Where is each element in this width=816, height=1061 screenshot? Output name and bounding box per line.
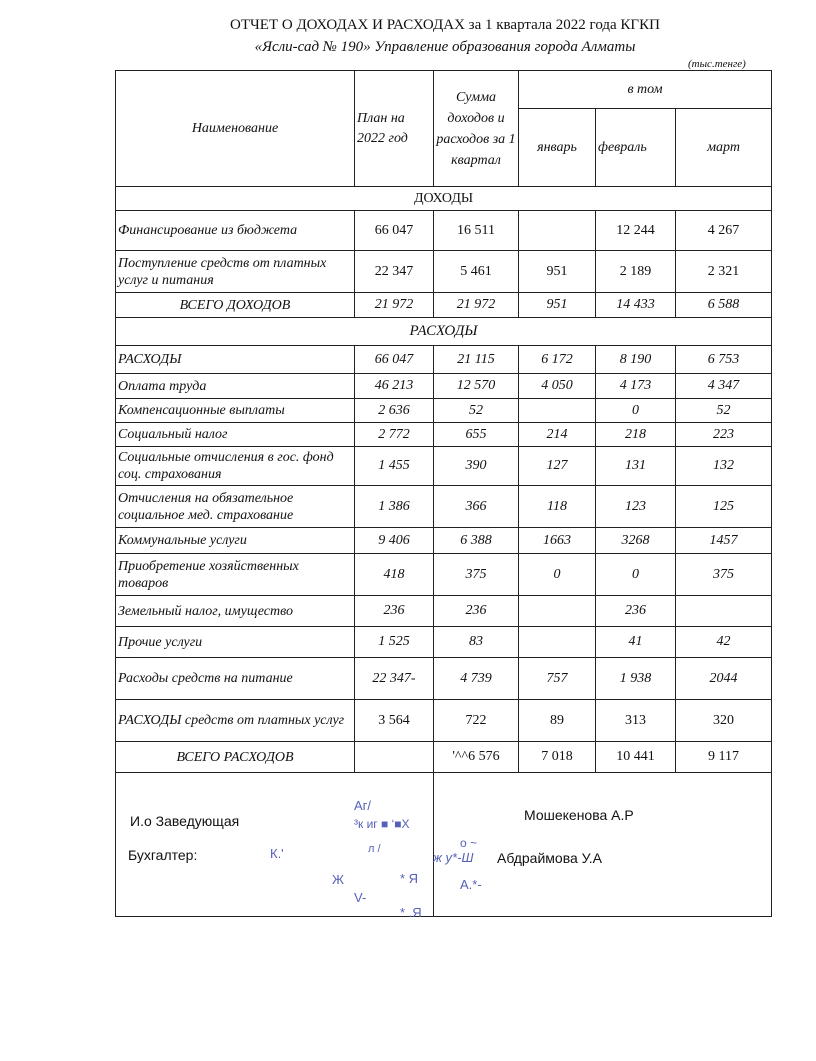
cell-sum: 375 bbox=[434, 554, 519, 596]
table-row bbox=[116, 596, 772, 627]
col-including-header: в том bbox=[519, 71, 772, 109]
cell-feb: 14 433 bbox=[596, 293, 676, 318]
cell-feb: 236 bbox=[596, 596, 676, 627]
cell-name: Коммунальные услуги bbox=[116, 528, 355, 554]
cell-jan: 127 bbox=[519, 447, 596, 486]
table-row bbox=[116, 554, 772, 596]
cell-feb: 41 bbox=[596, 627, 676, 658]
cell-jan: 757 bbox=[519, 658, 596, 700]
cell-name: Оплата труда bbox=[116, 374, 355, 399]
cell-jan bbox=[519, 399, 596, 423]
table-row bbox=[116, 346, 772, 374]
income-rows bbox=[116, 211, 772, 318]
cell-plan: 3 564 bbox=[355, 700, 434, 742]
signature-cell-right bbox=[434, 773, 772, 917]
cell-name: Отчисления на обязательное социальное мед. страхование bbox=[116, 486, 355, 528]
cell-plan: 66 047 bbox=[355, 211, 434, 251]
cell-mar: 6 753 bbox=[676, 346, 772, 374]
cell-plan bbox=[355, 742, 434, 773]
cell-jan: 6 172 bbox=[519, 346, 596, 374]
cell-jan: 1663 bbox=[519, 528, 596, 554]
cell-name: ВСЕГО ДОХОДОВ bbox=[116, 293, 355, 318]
cell-name: ВСЕГО РАСХОДОВ bbox=[116, 742, 355, 773]
cell-plan: 22 347 bbox=[355, 251, 434, 293]
cell-mar: 320 bbox=[676, 700, 772, 742]
cell-jan bbox=[519, 627, 596, 658]
cell-feb: 0 bbox=[596, 399, 676, 423]
cell-mar: 4 267 bbox=[676, 211, 772, 251]
title-line-2: «Ясли-сад № 190» Управление образования города Алматы bbox=[254, 39, 636, 55]
cell-sum: 5 461 bbox=[434, 251, 519, 293]
table-row bbox=[116, 374, 772, 399]
title-line-1: ОТЧЕТ О ДОХОДАХ И РАСХОДАХ за 1 квартала 2022 года КГКП bbox=[230, 17, 660, 33]
cell-plan: 236 bbox=[355, 596, 434, 627]
cell-jan: 214 bbox=[519, 423, 596, 447]
cell-sum: 16 511 bbox=[434, 211, 519, 251]
cell-name: Прочие услуги bbox=[116, 627, 355, 658]
cell-plan: 2 636 bbox=[355, 399, 434, 423]
table-row bbox=[116, 423, 772, 447]
cell-jan: 7 018 bbox=[519, 742, 596, 773]
accountant-name: Абдраймова У.А bbox=[497, 850, 602, 866]
col-plan-header: План на 2022 год bbox=[355, 71, 434, 187]
cell-plan: 1 386 bbox=[355, 486, 434, 528]
cell-plan: 2 772 bbox=[355, 423, 434, 447]
cell-sum: 236 bbox=[434, 596, 519, 627]
cell-name: Земельный налог, имущество bbox=[116, 596, 355, 627]
cell-feb: 12 244 bbox=[596, 211, 676, 251]
cell-mar: 52 bbox=[676, 399, 772, 423]
cell-feb: 0 bbox=[596, 554, 676, 596]
table-row bbox=[116, 211, 772, 251]
cell-sum: 390 bbox=[434, 447, 519, 486]
stamp-mark-3: л / bbox=[368, 843, 381, 855]
income-section-title: ДОХОДЫ bbox=[116, 187, 772, 211]
cell-feb: 4 173 bbox=[596, 374, 676, 399]
cell-name: Социальный налог bbox=[116, 423, 355, 447]
report-table bbox=[115, 70, 772, 917]
cell-name: РАСХОДЫ средств от платных услуг bbox=[116, 700, 355, 742]
cell-mar: 2044 bbox=[676, 658, 772, 700]
col-feb-header: февраль bbox=[596, 109, 676, 187]
cell-feb: 2 189 bbox=[596, 251, 676, 293]
cell-name: РАСХОДЫ bbox=[116, 346, 355, 374]
cell-sum: 21 972 bbox=[434, 293, 519, 318]
table-row bbox=[116, 627, 772, 658]
cell-sum: 6 388 bbox=[434, 528, 519, 554]
cell-feb: 10 441 bbox=[596, 742, 676, 773]
cell-jan: 118 bbox=[519, 486, 596, 528]
table-row bbox=[116, 251, 772, 293]
stamp-mark-8: Ж bbox=[332, 872, 345, 887]
cell-name: Приобретение хозяйственных товаров bbox=[116, 554, 355, 596]
cell-feb: 218 bbox=[596, 423, 676, 447]
cell-mar: 6 588 bbox=[676, 293, 772, 318]
stamp-mark-5: V- bbox=[354, 890, 367, 905]
col-mar-header: март bbox=[676, 109, 772, 187]
col-jan-header: январь bbox=[519, 109, 596, 187]
cell-sum: '^^6 576 bbox=[434, 742, 519, 773]
expense-rows bbox=[116, 346, 772, 773]
stamp-mark-10: ж у*-Ш bbox=[433, 850, 474, 865]
expense-section-title: РАСХОДЫ bbox=[116, 318, 772, 346]
cell-mar: 223 bbox=[676, 423, 772, 447]
cell-jan: 0 bbox=[519, 554, 596, 596]
cell-plan: 46 213 bbox=[355, 374, 434, 399]
cell-jan bbox=[519, 211, 596, 251]
cell-feb: 313 bbox=[596, 700, 676, 742]
table-row bbox=[116, 486, 772, 528]
cell-name: Компенсационные выплаты bbox=[116, 399, 355, 423]
cell-sum: 52 bbox=[434, 399, 519, 423]
table-row bbox=[116, 700, 772, 742]
cell-sum: 722 bbox=[434, 700, 519, 742]
signature-row bbox=[116, 773, 772, 917]
head-label: И.о Заведующая bbox=[130, 813, 240, 829]
cell-name: Поступление средств от платных услуг и питания bbox=[116, 251, 355, 293]
table-row bbox=[116, 658, 772, 700]
units-label: (тыс.тенге) bbox=[688, 58, 746, 70]
col-name-header: Наименование bbox=[116, 71, 355, 187]
stamp-mark-7: К.' bbox=[270, 846, 284, 861]
head-name: Мошекенова А.Р bbox=[524, 807, 634, 823]
stamp-mark-11: А.*- bbox=[460, 877, 482, 892]
table-row bbox=[116, 293, 772, 318]
cell-mar: 4 347 bbox=[676, 374, 772, 399]
cell-jan bbox=[519, 596, 596, 627]
col-sum-header: Сумма доходов и расходов за 1 квартал bbox=[434, 71, 519, 187]
accountant-label: Бухгалтер: bbox=[128, 847, 198, 863]
table-row bbox=[116, 528, 772, 554]
cell-name: Социальные отчисления в гос. фонд соц. страхования bbox=[116, 447, 355, 486]
cell-jan: 951 bbox=[519, 293, 596, 318]
cell-plan: 418 bbox=[355, 554, 434, 596]
cell-plan: 9 406 bbox=[355, 528, 434, 554]
cell-mar: 1457 bbox=[676, 528, 772, 554]
cell-sum: 21 115 bbox=[434, 346, 519, 374]
report-title bbox=[205, 14, 685, 58]
table-row bbox=[116, 742, 772, 773]
cell-mar: 42 bbox=[676, 627, 772, 658]
cell-mar: 132 bbox=[676, 447, 772, 486]
cell-feb: 1 938 bbox=[596, 658, 676, 700]
cell-sum: 83 bbox=[434, 627, 519, 658]
cell-jan: 4 050 bbox=[519, 374, 596, 399]
cell-plan: 1 455 bbox=[355, 447, 434, 486]
cell-plan: 22 347- bbox=[355, 658, 434, 700]
cell-plan: 1 525 bbox=[355, 627, 434, 658]
cell-mar: 2 321 bbox=[676, 251, 772, 293]
cell-jan: 89 bbox=[519, 700, 596, 742]
cell-mar bbox=[676, 596, 772, 627]
signature-cell-left bbox=[116, 773, 434, 917]
cell-mar: 9 117 bbox=[676, 742, 772, 773]
cell-feb: 123 bbox=[596, 486, 676, 528]
cell-sum: 655 bbox=[434, 423, 519, 447]
stamp-mark-9: о ~ bbox=[460, 836, 478, 850]
cell-name: Расходы средств на питание bbox=[116, 658, 355, 700]
stamp-mark-1: Аг/ bbox=[354, 798, 372, 813]
cell-plan: 66 047 bbox=[355, 346, 434, 374]
cell-plan: 21 972 bbox=[355, 293, 434, 318]
cell-sum: 366 bbox=[434, 486, 519, 528]
cell-feb: 3268 bbox=[596, 528, 676, 554]
cell-mar: 375 bbox=[676, 554, 772, 596]
cell-name: Финансирование из бюджета bbox=[116, 211, 355, 251]
cell-jan: 951 bbox=[519, 251, 596, 293]
cell-feb: 131 bbox=[596, 447, 676, 486]
stamp-mark-4: * Я bbox=[400, 871, 419, 886]
table-row bbox=[116, 447, 772, 486]
stamp-mark-6: * .Я bbox=[400, 905, 422, 920]
cell-sum: 4 739 bbox=[434, 658, 519, 700]
cell-mar: 125 bbox=[676, 486, 772, 528]
cell-sum: 12 570 bbox=[434, 374, 519, 399]
table-row bbox=[116, 399, 772, 423]
cell-feb: 8 190 bbox=[596, 346, 676, 374]
stamp-mark-2: ³к иг ■ ‘■Х bbox=[354, 817, 410, 831]
